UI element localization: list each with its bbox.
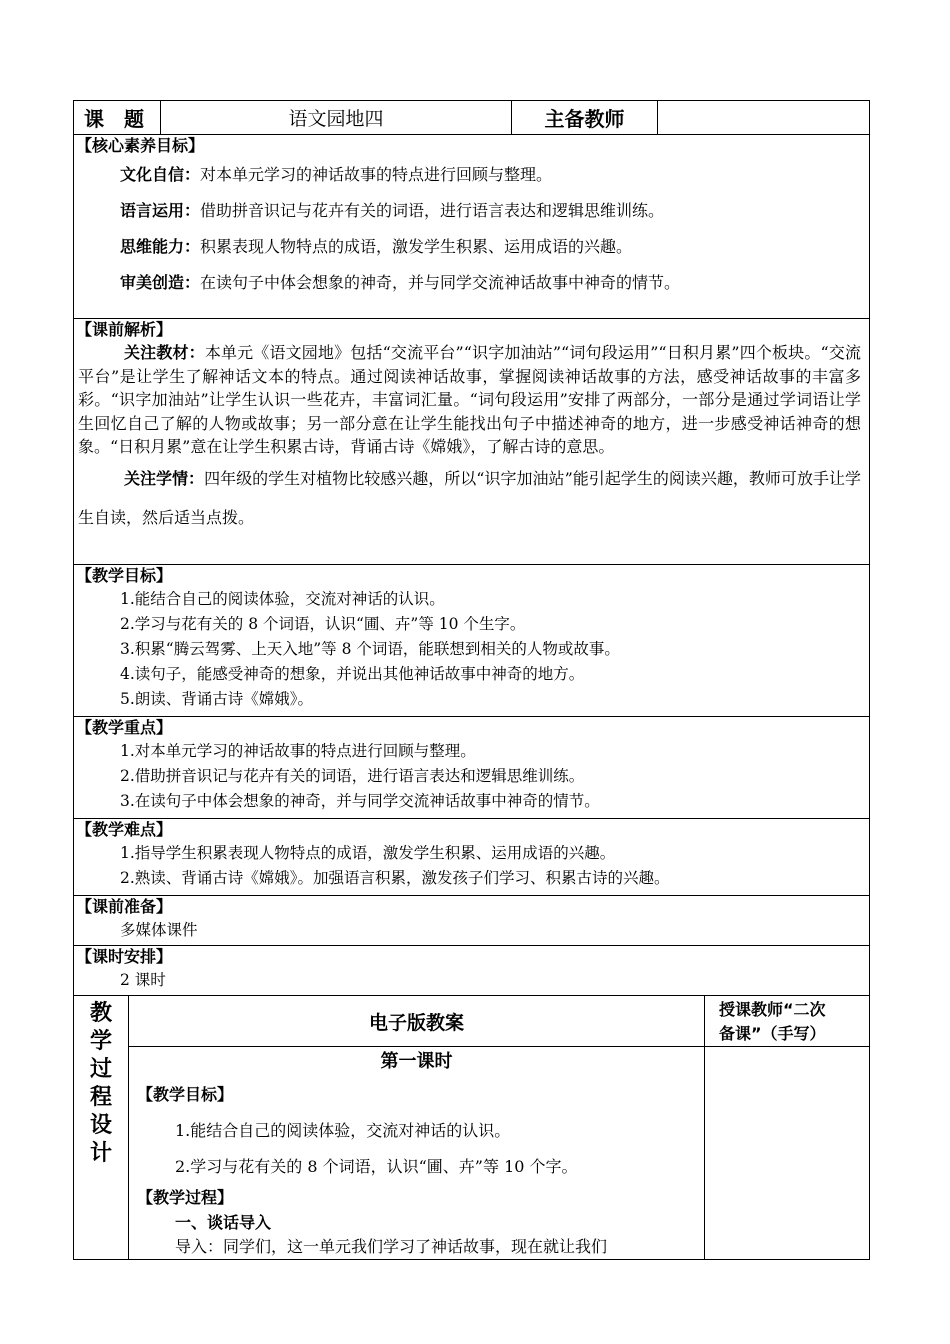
core-section [74,135,870,319]
difficulties-title: 【教学难点】 [76,820,173,839]
core-item: 文化自信：对本单元学习的神话故事的特点进行回顾与整理。 [120,165,553,184]
schedule-text: 2 课时 [120,971,166,989]
schedule-section [74,946,870,996]
key-point-item: 2.借助拼音识记与花卉有关的词语，进行语言表达和逻辑思维训练。 [120,767,585,785]
step-one-title: 一、谈话导入 [175,1213,272,1232]
core-item: 审美创造：在读句子中体会想象的神奇，并与同学交流神话故事中神奇的情节。 [120,273,681,292]
goals-title: 【教学目标】 [76,566,173,585]
step-one-text: 导入：同学们，这一单元我们学习了神话故事，现在就让我们 [175,1237,608,1256]
preparation-section [74,896,870,946]
core-item: 思维能力：积累表现人物特点的成语，激发学生积累、运用成语的兴趣。 [120,237,633,256]
difficulties-section [74,819,870,896]
difficulty-item: 1.指导学生积累表现人物特点的成语，激发学生积累、运用成语的兴趣。 [120,844,616,862]
goal-item: 3.积累“腾云驾雾、上天入地”等 8 个词语，能联想到相关的人物或故事。 [120,640,620,658]
key-point-item: 1.对本单元学习的神话故事的特点进行回顾与整理。 [120,742,476,760]
difficulty-item: 2.熟读、背诵古诗《嫦娥》。加强语言积累，激发孩子们学习、积累古诗的兴趣。 [120,869,670,887]
process-steps-title: 【教学过程】 [137,1188,234,1207]
preparation-title: 【课前准备】 [76,897,173,916]
preparation-text: 多媒体课件 [120,921,198,939]
analysis-students: 关注学情：四年级的学生对植物比较感兴趣，所以“识字加油站”能引起学生的阅读兴趣，教师可放手让学生自读，然后适当点拨。 [78,468,861,527]
key-point-item: 3.在读句子中体会想象的神奇，并与同学交流神话故事中神奇的情节。 [120,792,600,810]
goal-item: 5.朗读、背诵古诗《嫦娥》。 [120,690,314,708]
lesson-plan-table [73,100,870,996]
lead-teacher-value[interactable] [658,101,870,135]
goal-item: 4.读句子，能感受神奇的想象，并说出其他神话故事中神奇的地方。 [120,665,585,683]
lesson-plan [73,100,869,1260]
key-points-title: 【教学重点】 [76,718,173,737]
process-side-label: 教 学 过 程 设 计 [74,996,129,1260]
topic-label: 课 题 [74,101,161,135]
teacher-notes-area[interactable] [705,1047,870,1260]
analysis-section [74,319,870,565]
process-goal-title: 【教学目标】 [137,1085,234,1104]
lead-teacher-label: 主备教师 [512,101,658,135]
core-item: 语言运用：借助拼音识记与花卉有关的词语，进行语言表达和逻辑思维训练。 [120,201,665,220]
core-title: 【核心素养目标】 [76,136,205,155]
lesson-topic: 语文园地四 [161,101,512,135]
goals-section [74,565,870,717]
goal-item: 2.学习与花有关的 8 个词语，认识“圃、卉”等 10 个生字。 [120,615,526,633]
lesson-title: 第一课时 [380,1051,453,1072]
process-table [73,996,870,1260]
process-header-row [74,996,870,1047]
process-content [129,1047,705,1260]
process-body-row [74,1047,870,1260]
header-row [74,101,870,135]
analysis-materials: 关注教材：本单元《语文园地》包括“交流平台”“识字加油站”“词句段运用”“日积月累”四个板块。“交流平台”是让学生了解神话文本的特点。通过阅读神话故事，掌握阅读神话故事的方法，感受神话故事的丰富多彩。“识字加油站”让学生认识一些花卉，丰富词汇量。“词句段运用”安排了两部分，一部分是通过学词语让学生回忆自己了解的人物或故事；另一部分意在让学生能找出句子中描述神奇的地方，进一步感受神话神奇的想象。“日积月累”意在让学生积累古诗，背诵古诗《嫦娥》，了解古诗的意思。 [78,343,861,456]
schedule-title: 【课时安排】 [76,947,173,966]
key-points-section [74,717,870,819]
electronic-plan-header: 电子版教案 [129,996,705,1047]
analysis-title: 【课前解析】 [76,320,173,339]
process-goal-item: 1.能结合自己的阅读体验，交流对神话的认识。 [175,1121,511,1140]
process-goal-item: 2.学习与花有关的 8 个词语，认识“圃、卉”等 10 个字。 [175,1157,578,1176]
teacher-notes-header: 授课教师“二次 备课”（手写） [705,996,870,1047]
goal-item: 1.能结合自己的阅读体验，交流对神话的认识。 [120,590,445,608]
